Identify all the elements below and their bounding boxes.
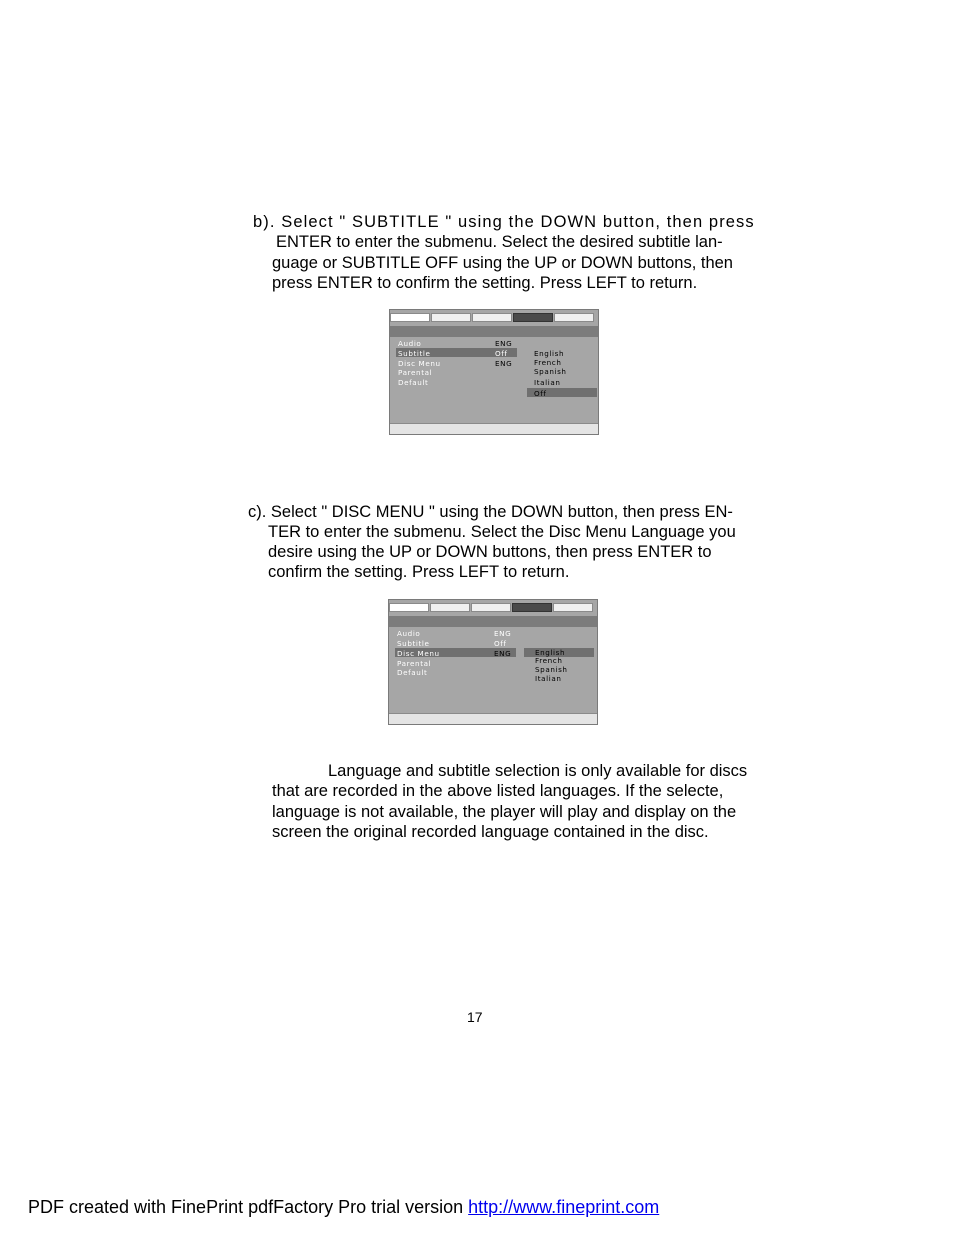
menu-item-parental: Parental: [397, 659, 432, 668]
pdf-footer: [28, 1197, 659, 1218]
menu-item-subtitle: Subtitle: [398, 349, 431, 358]
menu-value-disc-menu: ENG: [495, 359, 513, 368]
fineprint-link[interactable]: http://www.fineprint.com: [468, 1197, 660, 1217]
text-line: b). Select " SUBTITLE " using the DOWN button, then press: [253, 213, 755, 231]
menu-tab-active: [512, 603, 552, 612]
menu-item-disc-menu: Disc Menu: [397, 649, 440, 658]
text-line: Language and subtitle selection is only available for discs: [328, 762, 748, 780]
option-off: Off: [534, 389, 547, 398]
menu-value-disc-menu: ENG: [494, 649, 512, 658]
option-italian: Italian: [535, 674, 562, 683]
text-line: guage or SUBTITLE OFF using the UP or DOWN buttons, then: [272, 254, 733, 272]
page-number: 17: [467, 1009, 483, 1025]
menu-tab: [553, 603, 593, 612]
option-italian: Italian: [534, 378, 561, 387]
menu-header-bar: [389, 616, 597, 627]
option-english: English: [535, 648, 566, 657]
subtitle-setup-menu-screenshot: [389, 309, 599, 435]
pdf-footer-text: PDF created with FinePrint pdfFactory Pro trial version: [28, 1197, 469, 1217]
text-line: desire using the UP or DOWN buttons, then press ENTER to: [268, 543, 712, 561]
menu-item-parental: Parental: [398, 368, 433, 377]
text-line: ENTER to enter the submenu. Select the desired subtitle lan-: [276, 233, 723, 251]
menu-value-audio: ENG: [494, 629, 512, 638]
menu-item-default: Default: [398, 378, 429, 387]
text-line: TER to enter the submenu. Select the Disc Menu Language you: [268, 523, 736, 541]
text-line: screen the original recorded language contained in the disc.: [272, 823, 709, 841]
menu-header-bar: [390, 326, 598, 337]
menu-item-disc-menu: Disc Menu: [398, 359, 441, 368]
option-french: French: [535, 656, 563, 665]
menu-tab-bar: [390, 313, 598, 324]
text-line: language is not available, the player will play and display on the: [272, 803, 737, 821]
menu-tab-active: [513, 313, 553, 322]
menu-tab: [472, 313, 512, 322]
menu-tab: [431, 313, 471, 322]
menu-tab: [389, 603, 429, 612]
option-spanish: Spanish: [534, 367, 567, 376]
menu-footer-bar: [389, 713, 597, 724]
menu-tab: [554, 313, 594, 322]
menu-item-default: Default: [397, 668, 428, 677]
disc-menu-setup-screenshot: [388, 599, 598, 725]
text-line: that are recorded in the above listed languages. If the selecte,: [272, 782, 724, 800]
menu-value-subtitle: Off: [495, 349, 508, 358]
menu-item-subtitle: Subtitle: [397, 639, 430, 648]
menu-tab: [430, 603, 470, 612]
menu-tab-bar: [389, 603, 597, 614]
menu-footer-bar: [390, 423, 598, 434]
menu-item-audio: Audio: [397, 629, 421, 638]
menu-tab: [471, 603, 511, 612]
text-line: confirm the setting. Press LEFT to return.: [268, 563, 570, 581]
menu-value-audio: ENG: [495, 339, 513, 348]
option-spanish: Spanish: [535, 665, 568, 674]
text-line: press ENTER to confirm the setting. Press LEFT to return.: [272, 274, 698, 292]
menu-value-subtitle: Off: [494, 639, 507, 648]
menu-item-audio: Audio: [398, 339, 422, 348]
option-english: English: [534, 349, 565, 358]
option-french: French: [534, 358, 562, 367]
text-line: c). Select " DISC MENU " using the DOWN button, then press EN-: [248, 503, 733, 521]
menu-tab: [390, 313, 430, 322]
